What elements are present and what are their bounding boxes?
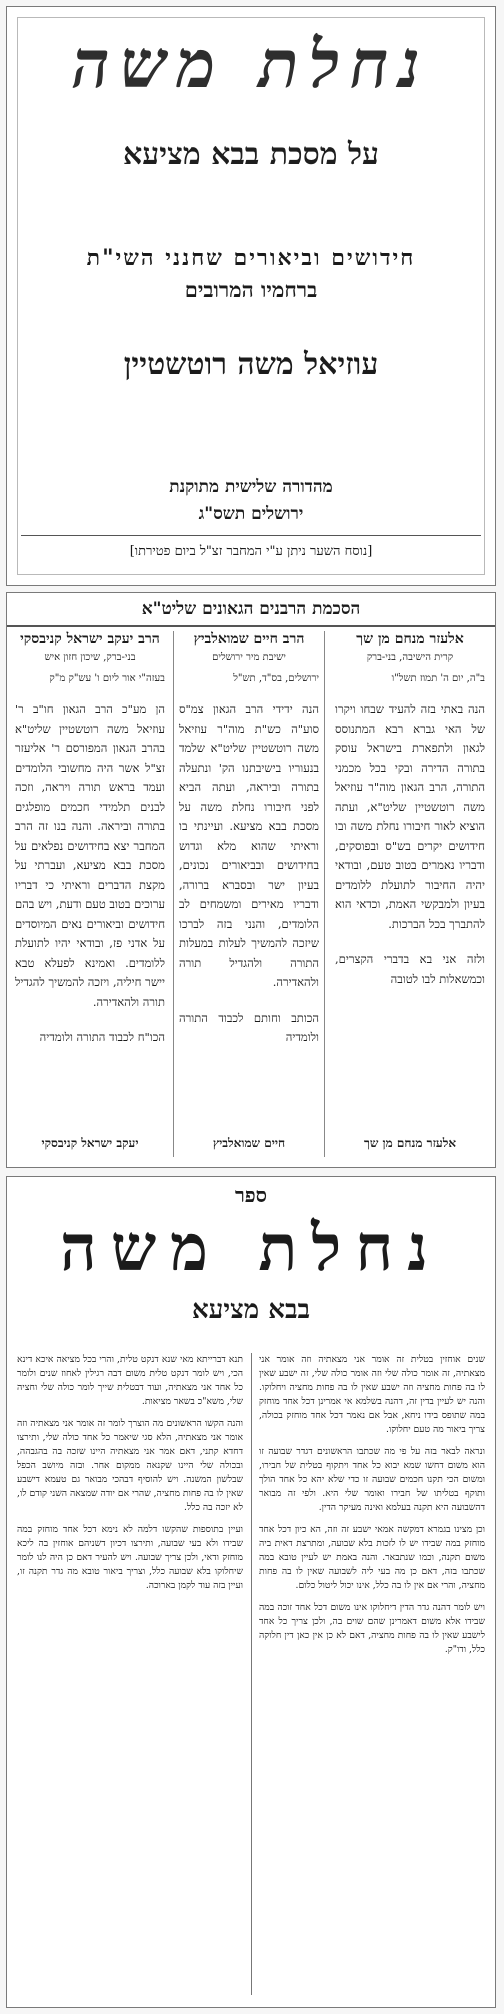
text-column-right	[259, 1353, 485, 1995]
description-line-1: חידושים וביאורים שחנני השי"ת	[86, 245, 416, 271]
title-page	[6, 6, 496, 586]
rabbi-signature: אלעזר מנחם מן שך	[363, 1136, 457, 1150]
approbation-closing: הכותב וחותם לכבוד התורה ולומדיה	[179, 1010, 319, 1044]
approbation-closing: הכו"ח לכבוד התורה ולומדיה	[39, 1030, 165, 1044]
approbation-date: בעזה"י אור ליום ו' עש"ק מ"ק	[49, 673, 165, 684]
rabbi-signature: חיים שמואלביץ	[212, 1136, 286, 1150]
paragraph: ונראה לבאר בזה על פי מה שכתבו הראשונים דגדר שבועה זו הוא משום דחשו שמא יבוא כל אחד ויתקוף בטלית של חבירו, ומשום הכי תקנו חכמים שבועה זו כדי שלא יהא כל אחד הולך ותוקף בטליתו של חבירו ואומר שלי היא. ולפי זה מבואר דהשבועה היא תקנה בעלמא ואינה מעיקר הדין.	[259, 1446, 485, 1513]
rabbi-place: קרית הישיבה, בני-ברק	[366, 652, 454, 663]
book-subtitle: על מסכת בבא מציעא	[123, 137, 379, 172]
book-first-page	[6, 1176, 496, 2008]
approbations-page	[6, 592, 496, 1168]
paragraph: ועיין בתוספות שהקשו דלמה לא נימא דכל אחד מוחזק במה שבידו ולא בעי שבועה, ותירצו דכיון דשניהם אוחזין בה ליכא מוחזק ודאי, ולכן צריך שבועה. ויש להעיר דאם כן היה לנו לומר שיחלוקו בלא שבועה כלל, וצריך ביאור טובא מה גדר תקנה זו, ועיין בזה עוד לקמן בארוכה.	[17, 1524, 243, 1591]
book-page-title: נחלת משה	[60, 1211, 442, 1286]
approbation-column	[173, 631, 325, 1157]
approbation-column	[335, 631, 485, 1157]
rabbi-signature: יעקב ישראל קניבסקי	[41, 1136, 139, 1150]
approbation-date: ירושלים, בס"ד, תש"ל	[233, 673, 319, 684]
paragraph: והנה הקשו הראשונים מה הוצרך לומר זה אומר אני מצאתיה וזה אומר אני מצאתיה, הלא סגי שיאמר כל אחד כולה שלי, ותירצו דחדא קתני, דאם אמר אני מצאתיה היינו שזכה בה בהגבהה, ובכולה שלי היינו שקנאה ממקום אחר. ובזה מיושב הכפל שבלשון המשנה. ויש להוסיף דבהכי מבואר גם טעמא דישבע שאין לו בה פחות מחציה, שהרי אם יודה שמצאה השני קודם לו, לא יזכה בה כלל.	[17, 1418, 243, 1513]
approbation-text: הן מע"כ הרב הגאון חו"ב ר' עוזיאל משה רוטשטיין שליט"א בהרב הגאון המפורסם ר' אליעזר זצ"ל אשר היה מחשובי הלומדים ועמד בראש תורה ויראה, וזכה לבנים תלמידי חכמים מופלגים בתורה וביראה. והנה בנו זה הרב המחבר יצא בחידושים נפלאים על מסכת בבא מציעא, ועברתי על מקצת הדברים וראיתי כי דבריו ערוכים בטוב טעם ודעת, ויש בהם חידושים וביאורים נאים המיוסדים על אדני פז, ובודאי יהיו לתועלת ללומדים. ואמינא לפעלא טבא יישר חיליה, ויזכה להמשיך להגדיל תורה ולהאדירה.	[15, 702, 165, 1009]
approbation-text: הנה ידידי הרב הגאון צמ"ס סוע"ה כש"ת מוה"ר עוזיאל משה רוטשטיין שליט"א שלמד בנעוריו בישיבתנו הק' ונתעלה בתורה וביראה, ועתה הביא לפני חיבורו נחלת משה על מסכת בבא מציעא. ועיינתי בו וראיתי שהוא מלא וגדוש בחידושים ובביאורים נכונים, בעיון ישר ובסברא ברורה, ודבריו מאירים ומשמחים לב הלומדים, והנני בזה לברכו שיזכה להמשיך לעלות במעלות התורה ולהגדיל תורה ולהאדירה.	[179, 702, 319, 989]
approbation-text: הנה באתי בזה להעיד שבחו ויקרו של האי גברא רבא המתנוסס לגאון ולתפארת בישראל עוסק בתורה הדירה ובקי בכל מכמני התורה, הרב הגאון מוה"ר עוזיאל משה רוטשטיין שליט"א, ועתה הוציא לאור חיבורו נחלת משה ובו חידושים יקרים בש"ס ובפוסקים, ודבריו נאמרים בטוב טעם, ובודאי יהיה החיבור לתועלת ללומדים בעיון ולמבקשי האמת, וכדאי הוא להתברך בכל הברכות.	[335, 702, 485, 931]
approbations-header: הסכמת הרבנים הגאונים שליט"א	[7, 599, 495, 627]
tractate-name: בבא מציעא	[191, 1295, 311, 1325]
sefer-label: ספר	[234, 1183, 268, 1207]
divider	[21, 535, 481, 536]
rabbi-name: הרב חיים שמואלביץ	[193, 631, 305, 647]
paragraph: תנא דברייתא מאי שנא דנקט טלית, והרי בכל מציאה איכא דינא הכי, ויש לומר דנקט טלית משום דבה רגילין לאחוז שנים ולומר כל אחד אני מצאתיה, ועוד דבטלית שייך לומר כולה שלי וחציה שלי, משא"כ בשאר מציאות.	[17, 1354, 243, 1407]
paragraph: ויש לומר דהנה גדר הדין דיחלוקו אינו משום דכל אחד זוכה במה שבידו אלא משום דאמרינן שהם שוים בה, ולכן צריך כל אחד לישבע שאין לו בה פחות מחציה, דאם לא כן אין כאן דין חלוקה כלל, ודו"ק.	[259, 1602, 485, 1655]
rabbi-name: הרב יעקב ישראל קניבסקי	[20, 631, 160, 647]
column-divider	[251, 1353, 252, 1995]
title-footnote: [נוסח השער ניתן ע"י המחבר זצ"ל ביום פטירתו]	[129, 544, 373, 559]
approbation-column	[15, 631, 165, 1157]
author-name: עוזיאל משה רוטשטיין	[123, 347, 379, 382]
description-line-2: ברחמיו המרובים	[184, 277, 318, 302]
paragraph: שנים אוחזין בטלית זה אומר אני מצאתיה וזה אומר אני מצאתיה, זה אומר כולה שלי וזה אומר כולה שלי, זה ישבע שאין לו בה פחות מחציה וזה ישבע שאין לו בה פחות מחציה ויחלוקו. והנה יש לעיין בדין זה, דהנה בשלמא אי אמרינן דכל אחד מוחזק במה שתופס בידו ניחא, אבל אם נאמר דכל אחד מוחזק בכולה, צריך ביאור מה טעם יחלוקו.	[259, 1354, 485, 1435]
rabbi-place: ישיבת מיר ירושלים	[212, 652, 286, 663]
book-title: נחלת משה	[71, 25, 431, 103]
approbation-date: ב"ה, יום ה' תמוז תשל"ו	[391, 673, 485, 684]
paragraph: וכן מצינו בגמרא דמקשה אמאי ישבע זה וזה, הא כיון דכל אחד מוחזק במה שבידו יש לו לזכות בלא שבועה, ומתרצת דאית ביה משום תקנה, וכמו שנתבאר. והנה באמת יש לעיין טובא במה שכתבו בזה, דאם כן מה בעי ליה לשבועה שאין לו בה פחות מחציה, והרי אם אין לו בה כלל, אינו יכול ליטול כלום.	[259, 1524, 485, 1591]
rabbi-name: אלעזר מנחם מן שך	[356, 631, 464, 647]
text-column-left	[17, 1353, 243, 1995]
approbation-closing: ולזה אני בא בדברי הקצרים, וכמשאלות לבו לטובה	[335, 952, 485, 986]
edition-note: מהדורה שלישית מתוקנת	[169, 477, 333, 497]
city-year: ירושלים תשס"ג	[198, 504, 304, 524]
rabbi-place: בני-ברק, שיכון חזון איש	[44, 652, 136, 663]
